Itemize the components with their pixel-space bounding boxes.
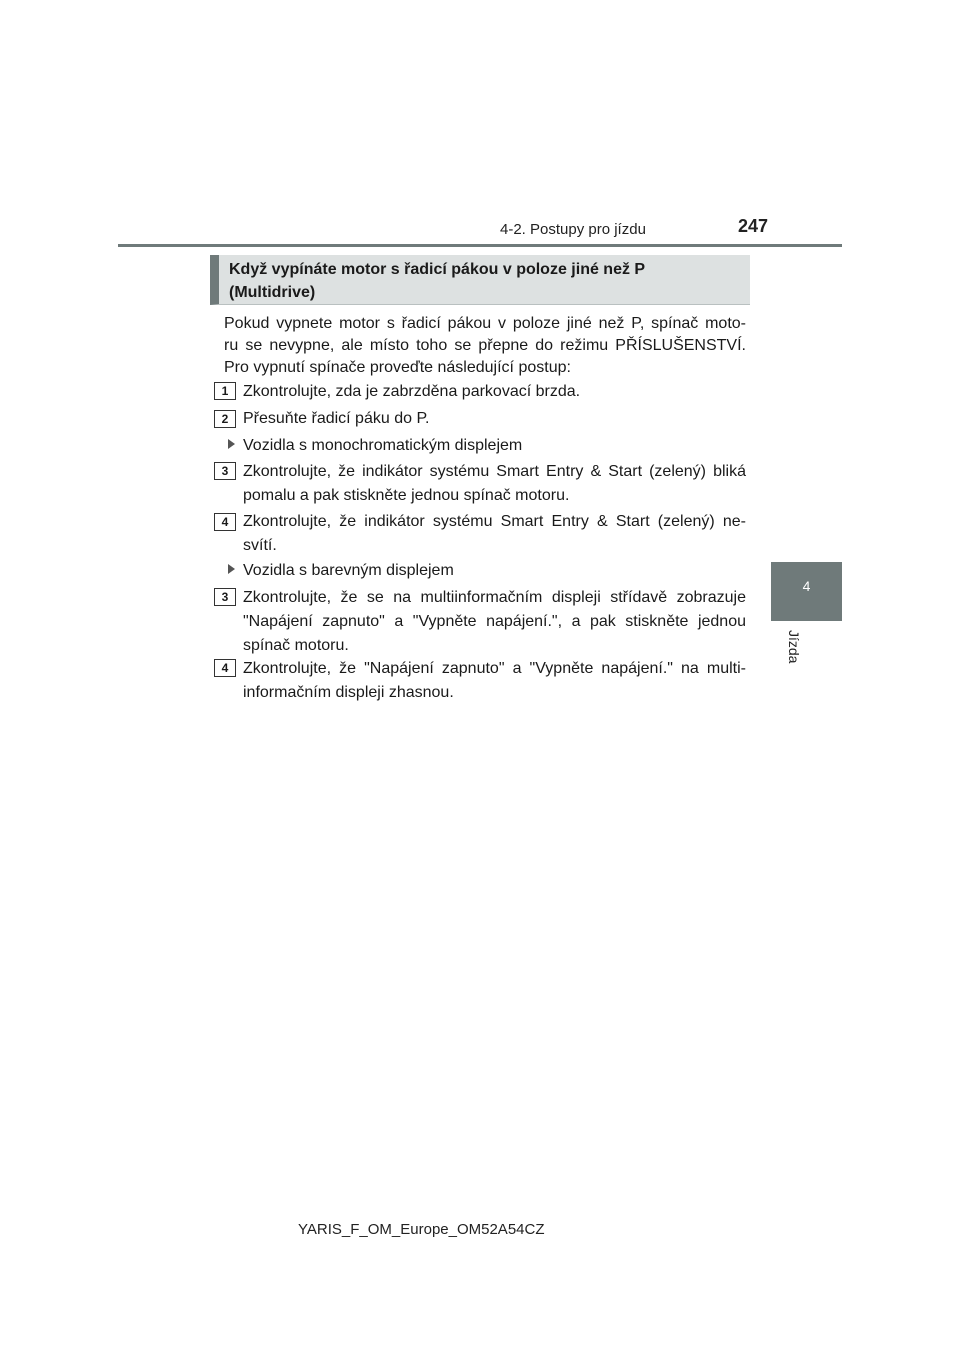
- step-number-badge: 4: [214, 513, 236, 531]
- document-id-footer: YARIS_F_OM_Europe_OM52A54CZ: [298, 1221, 545, 1238]
- section-heading-box: [210, 255, 750, 305]
- section-heading-line2: (Multidrive): [229, 284, 316, 301]
- step-text: Zkontrolujte, že indikátor systému Smart Entry & Start (zelený) bliká pomalu a pak stiskněte jednou spínač motoru.: [243, 463, 746, 504]
- page-number: 247: [738, 216, 769, 236]
- step-number-badge: 1: [214, 382, 236, 400]
- chapter-label: [784, 630, 804, 674]
- intro-line: Pro vypnutí spínače proveďte následující postup:: [224, 359, 571, 376]
- chapter-label-text: Jízda: [786, 630, 802, 664]
- step-number-badge: 4: [214, 659, 236, 677]
- step-text: Zkontrolujte, zda je zabrzděna parkovací brzda.: [243, 383, 581, 400]
- step-text: Zkontrolujte, že indikátor systému Smart Entry & Start (zelený) ne- svítí.: [243, 513, 746, 554]
- intro-line: Pokud vypnete motor s řadicí pákou v poloze jiné než P, spínač moto-: [224, 315, 746, 332]
- section-heading-line1: Když vypínáte motor s řadicí pákou v poloze jiné než P: [229, 261, 646, 278]
- section-heading: [229, 258, 742, 304]
- intro-paragraph: [224, 313, 746, 379]
- running-header-section: 4-2. Postupy pro jízdu: [500, 221, 646, 238]
- subheading-mono-display: Vozidla s monochromatickým displejem: [228, 435, 522, 457]
- intro-line: ru se nevypne, ale místo toho se přepne do režimu PŘÍSLUŠENSTVÍ.: [224, 337, 746, 354]
- step-number-badge: 2: [214, 410, 236, 428]
- step-number-badge: 3: [214, 588, 236, 606]
- subheading-color-display: Vozidla s barevným displejem: [228, 560, 454, 582]
- header-rule: [118, 244, 842, 247]
- step-text: Zkontrolujte, že "Napájení zapnuto" a "Vypněte napájení." na multi- informačním displeji zhasnou.: [243, 660, 746, 701]
- chapter-number: 4: [802, 578, 811, 594]
- step-number-badge: 3: [214, 462, 236, 480]
- step-text: Přesuňte řadicí páku do P.: [243, 410, 430, 427]
- triangle-bullet-icon: [228, 439, 235, 449]
- chapter-tab: [771, 562, 842, 621]
- step-text: Zkontrolujte, že se na multiinformačním displeji střídavě zobrazuje "Napájení zapnuto" a "Vypněte napájení.", a pak stiskněte jednou spínač motoru.: [243, 589, 746, 654]
- triangle-bullet-icon: [228, 564, 235, 574]
